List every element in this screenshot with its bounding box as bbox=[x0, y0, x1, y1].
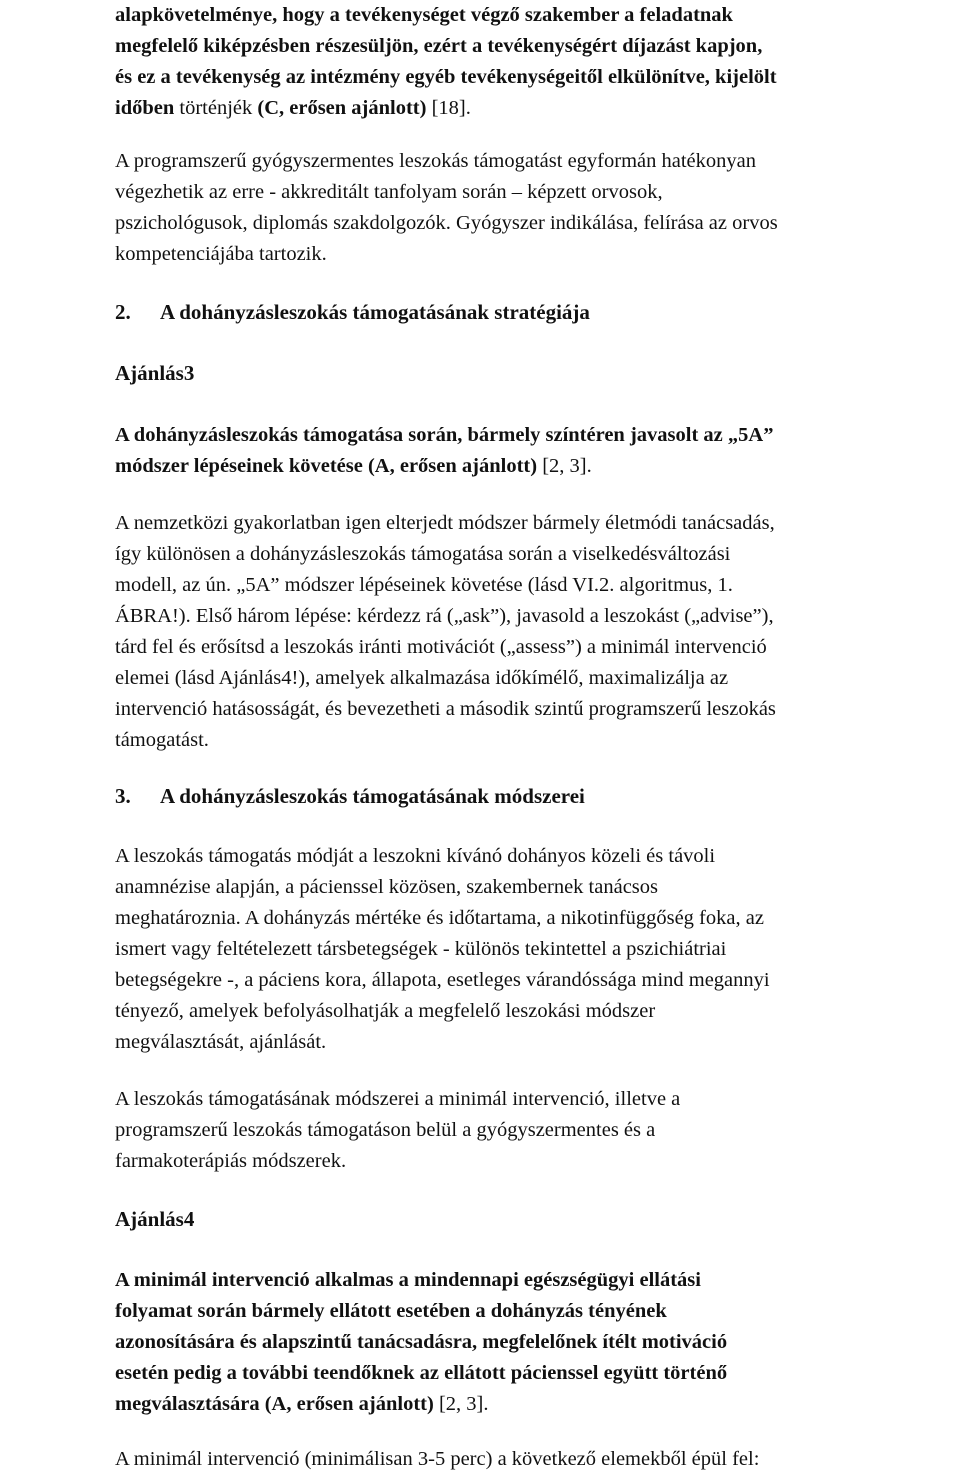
ajanlas4-body bbox=[115, 1265, 960, 1420]
text-run: tényező, amelyek befolyásolhatják a megfelelő leszokási módszer bbox=[115, 1000, 656, 1022]
text-run-bold: A minimál intervenció alkalmas a mindennapi egészségügyi ellátási bbox=[115, 1269, 701, 1291]
paragraph-bottom bbox=[115, 1444, 960, 1475]
ajanlas4-heading bbox=[115, 1204, 960, 1235]
section-2-number: 2. bbox=[115, 300, 131, 324]
text-run: A nemzetközi gyakorlatban igen elterjedt módszer bármely életmódi tanácsadás, bbox=[115, 512, 775, 534]
text-line bbox=[115, 539, 960, 570]
text-run-bold: A dohányzásleszokás támogatása során, bármely színtéren javasolt az „5A” bbox=[115, 424, 774, 446]
ajanlas3-label: Ajánlás3 bbox=[115, 361, 195, 385]
text-line bbox=[115, 694, 960, 725]
text-line bbox=[115, 62, 960, 93]
section-3-number: 3. bbox=[115, 784, 131, 808]
text-run: [2, 3]. bbox=[537, 455, 592, 477]
text-line bbox=[115, 146, 960, 177]
text-run: tárd fel és erősítsd a leszokás iránti motivációt („assess”) a minimál intervenció bbox=[115, 636, 767, 658]
text-run: farmakoterápiás módszerek. bbox=[115, 1150, 347, 1172]
text-run: A leszokás támogatásának módszerei a minimál intervenció, illetve a bbox=[115, 1088, 681, 1110]
text-line bbox=[115, 1265, 960, 1296]
text-line bbox=[115, 934, 960, 965]
text-line bbox=[115, 177, 960, 208]
text-run: A programszerű gyógyszermentes leszokás támogatást egyformán hatékonyan bbox=[115, 150, 756, 172]
text-line bbox=[115, 965, 960, 996]
text-line bbox=[115, 663, 960, 694]
text-run: intervenció hatásosságát, és bevezetheti a második szintű programszerű leszokás bbox=[115, 698, 776, 720]
text-run: programszerű leszokás támogatáson belül a gyógyszermentes és a bbox=[115, 1119, 656, 1141]
text-run: [2, 3]. bbox=[433, 1393, 489, 1415]
text-line bbox=[115, 632, 960, 663]
text-run-bold: időben bbox=[115, 97, 175, 119]
text-run: A leszokás támogatás módját a leszokni kívánó dohányos közeli és távoli bbox=[115, 845, 716, 867]
text-line bbox=[115, 451, 960, 482]
text-run: így különösen a dohányzásleszokás támogatása során a viselkedésváltozási bbox=[115, 543, 731, 565]
text-line bbox=[115, 239, 960, 270]
text-run-bold: és ez a tevékenység az intézmény egyéb tevékenységeitől elkülönítve, kijelölt bbox=[115, 66, 777, 88]
text-run-bold: megválasztására (A, erősen ajánlott) bbox=[115, 1393, 434, 1415]
text-line bbox=[115, 841, 960, 872]
text-run-bold: folyamat során bármely ellátott esetében a dohányzás tényének bbox=[115, 1300, 667, 1322]
text-run-bold: módszer lépéseinek követése (A, erősen ajánlott) bbox=[115, 455, 538, 477]
text-run-bold: esetén pedig a további teendőknek az ellátott pácienssel együtt történő bbox=[115, 1362, 728, 1384]
text-run: modell, az ún. „5A” módszer lépéseinek követése (lásd VI.2. algoritmus, 1. bbox=[115, 574, 733, 596]
text-run: ÁBRA!). Első három lépése: kérdezz rá („ask”), javasold a leszokást („advise”), bbox=[115, 605, 774, 627]
text-run-bold: (C, erősen ajánlott) bbox=[257, 97, 427, 119]
text-run: [18]. bbox=[426, 97, 471, 119]
text-run-bold: alapkövetelménye, hogy a tevékenységet végző szakember a feladatnak bbox=[115, 4, 733, 26]
text-line bbox=[115, 903, 960, 934]
section-2-title: A dohányzásleszokás támogatásának stratégiája bbox=[160, 300, 590, 324]
text-line bbox=[115, 1327, 960, 1358]
paragraph-programszeru bbox=[115, 146, 960, 270]
text-line bbox=[115, 508, 960, 539]
text-line bbox=[115, 0, 960, 31]
text-run: pszichológusok, diplomás szakdolgozók. Gyógyszer indikálása, felírása az orvos bbox=[115, 212, 778, 234]
paragraph-top bbox=[115, 0, 960, 124]
text-run: A minimál intervenció (minimálisan 3-5 perc) a következő elemekből épül fel: bbox=[115, 1448, 760, 1470]
text-line bbox=[115, 31, 960, 62]
text-line bbox=[115, 1444, 960, 1475]
text-run: ismert vagy feltételezett társbetegségek - különös tekintettel a pszichiátriai bbox=[115, 938, 727, 960]
section-3-title: A dohányzásleszokás támogatásának módszerei bbox=[160, 784, 585, 808]
text-run: betegségekre -, a páciens kora, állapota, esetleges várandóssága mind megannyi bbox=[115, 969, 770, 991]
text-line bbox=[115, 420, 960, 451]
text-run: meghatároznia. A dohányzás mértéke és időtartama, a nikotinfüggőség foka, az bbox=[115, 907, 764, 929]
text-line bbox=[115, 872, 960, 903]
ajanlas4-label: Ajánlás4 bbox=[115, 1207, 195, 1231]
section-2-heading bbox=[115, 297, 960, 328]
text-line bbox=[115, 1358, 960, 1389]
section-3-heading bbox=[115, 781, 960, 812]
ajanlas3-heading bbox=[115, 358, 960, 389]
text-line bbox=[115, 1296, 960, 1327]
paragraph-modszerei bbox=[115, 1084, 960, 1177]
ajanlas3-body bbox=[115, 420, 960, 482]
text-line bbox=[115, 1115, 960, 1146]
text-line bbox=[115, 725, 960, 756]
text-line bbox=[115, 601, 960, 632]
text-line bbox=[115, 1027, 960, 1058]
text-line bbox=[115, 93, 960, 124]
paragraph-leszokas-modja bbox=[115, 841, 960, 1058]
text-run: megválasztását, ajánlását. bbox=[115, 1031, 327, 1053]
text-line bbox=[115, 1084, 960, 1115]
text-run: történjék bbox=[174, 97, 258, 119]
text-run-bold: megfelelő kiképzésben részesüljön, ezért a tevékenységért díjazást kapjon, bbox=[115, 35, 763, 57]
text-run: kompetenciájába tartozik. bbox=[115, 243, 327, 265]
text-run-bold: azonosítására és alapszintű tanácsadásra, megfelelőnek ítélt motiváció bbox=[115, 1331, 728, 1353]
text-run: elemei (lásd Ajánlás4!), amelyek alkalmazása időkímélő, maximalizálja az bbox=[115, 667, 729, 689]
text-line bbox=[115, 570, 960, 601]
text-run: végezhetik az erre - akkreditált tanfolyam során – képzett orvosok, bbox=[115, 181, 663, 203]
text-line bbox=[115, 208, 960, 239]
text-line bbox=[115, 1146, 960, 1177]
text-run: támogatást. bbox=[115, 729, 209, 751]
paragraph-nemzetkozi bbox=[115, 508, 960, 756]
text-line bbox=[115, 1389, 960, 1420]
text-line bbox=[115, 996, 960, 1027]
text-run: anamnézise alapján, a pácienssel közösen, szakembernek tanácsos bbox=[115, 876, 659, 898]
